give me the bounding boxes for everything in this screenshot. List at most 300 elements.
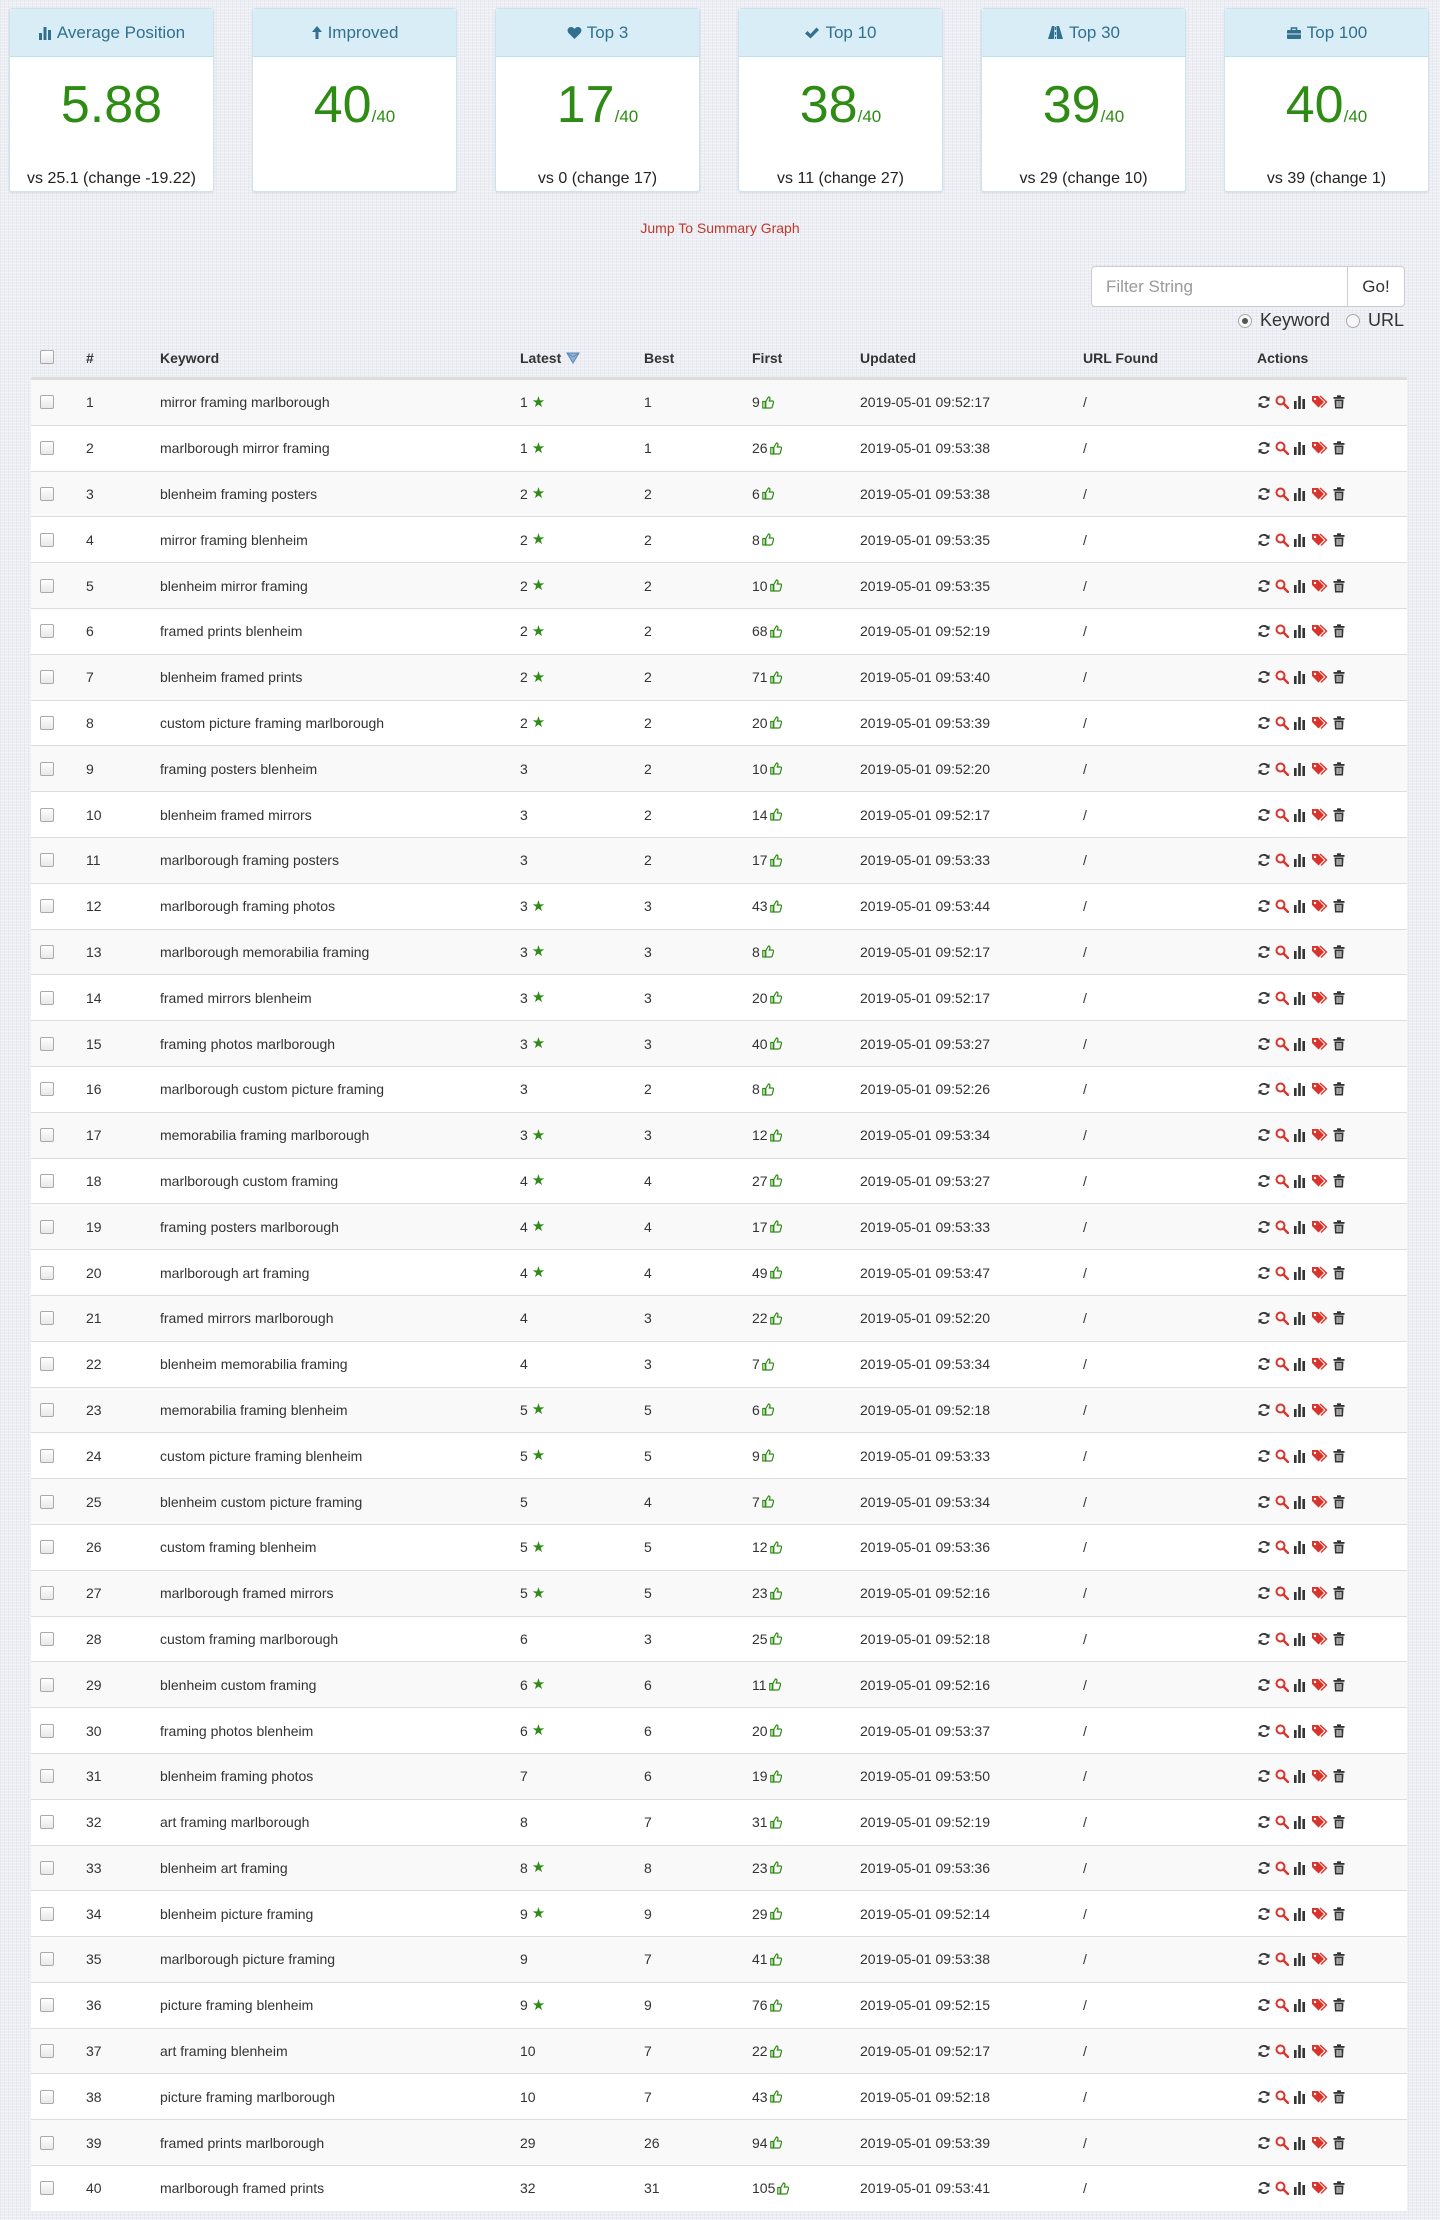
search-icon[interactable] xyxy=(1275,1861,1289,1875)
thumbs-up-icon xyxy=(762,1403,774,1416)
tag-icon[interactable] xyxy=(1311,1769,1329,1783)
refresh-icon[interactable] xyxy=(1257,853,1271,867)
tag-icon[interactable] xyxy=(1311,1495,1329,1509)
search-icon[interactable] xyxy=(1275,1082,1289,1096)
row-checkbox[interactable] xyxy=(40,2090,54,2104)
tag-icon[interactable] xyxy=(1311,2044,1329,2058)
bar-chart-icon[interactable] xyxy=(1293,2136,1307,2150)
search-icon[interactable] xyxy=(1275,1357,1289,1371)
tag-icon[interactable] xyxy=(1311,1311,1329,1325)
row-url-found[interactable]: / xyxy=(1083,898,1087,915)
row-latest-value: 6 xyxy=(520,1722,528,1739)
refresh-icon[interactable] xyxy=(1257,716,1271,730)
trash-icon[interactable] xyxy=(1333,1449,1345,1463)
row-checkbox[interactable] xyxy=(40,899,54,913)
row-url-found[interactable]: / xyxy=(1083,1722,1087,1739)
go-button[interactable]: Go! xyxy=(1348,266,1405,307)
trash-icon[interactable] xyxy=(1333,2136,1345,2150)
tag-icon[interactable] xyxy=(1311,395,1329,409)
row-url-found[interactable]: / xyxy=(1083,531,1087,548)
row-checkbox[interactable] xyxy=(40,1220,54,1234)
tag-icon[interactable] xyxy=(1311,1357,1329,1371)
tag-icon[interactable] xyxy=(1311,1815,1329,1829)
header-first[interactable]: First xyxy=(752,350,783,366)
row-checkbox[interactable] xyxy=(40,762,54,776)
row-url-found[interactable]: / xyxy=(1083,1356,1087,1373)
search-icon[interactable] xyxy=(1275,2044,1289,2058)
row-url-found[interactable]: / xyxy=(1083,1127,1087,1144)
trash-icon[interactable] xyxy=(1333,1769,1345,1783)
trash-icon[interactable] xyxy=(1333,441,1345,455)
header-num[interactable]: # xyxy=(86,350,94,366)
row-checkbox[interactable] xyxy=(40,1495,54,1509)
search-icon[interactable] xyxy=(1275,1311,1289,1325)
tag-icon[interactable] xyxy=(1311,1266,1329,1280)
search-icon[interactable] xyxy=(1275,1724,1289,1738)
refresh-icon[interactable] xyxy=(1257,1128,1271,1142)
refresh-icon[interactable] xyxy=(1257,2136,1271,2150)
tag-icon[interactable] xyxy=(1311,1037,1329,1051)
bar-chart-icon[interactable] xyxy=(1293,1128,1307,1142)
refresh-icon[interactable] xyxy=(1257,1952,1271,1966)
filter-string-input[interactable] xyxy=(1091,266,1348,307)
row-checkbox[interactable] xyxy=(40,670,54,684)
bar-chart-icon[interactable] xyxy=(1293,670,1307,684)
refresh-icon[interactable] xyxy=(1257,487,1271,501)
refresh-icon[interactable] xyxy=(1257,945,1271,959)
refresh-icon[interactable] xyxy=(1257,2090,1271,2104)
row-checkbox[interactable] xyxy=(40,579,54,593)
trash-icon[interactable] xyxy=(1333,1082,1345,1096)
bar-chart-icon[interactable] xyxy=(1293,1449,1307,1463)
row-checkbox[interactable] xyxy=(40,624,54,638)
tag-icon[interactable] xyxy=(1311,624,1329,638)
row-url-found[interactable]: / xyxy=(1083,1218,1087,1235)
row-url-found[interactable]: / xyxy=(1083,1814,1087,1831)
tag-icon[interactable] xyxy=(1311,1220,1329,1234)
trash-icon[interactable] xyxy=(1333,1128,1345,1142)
tag-icon[interactable] xyxy=(1311,945,1329,959)
tag-icon[interactable] xyxy=(1311,991,1329,1005)
trash-icon[interactable] xyxy=(1333,899,1345,913)
row-url-found[interactable]: / xyxy=(1083,1768,1087,1785)
row-checkbox[interactable] xyxy=(40,1357,54,1371)
row-checkbox[interactable] xyxy=(40,1724,54,1738)
row-checkbox[interactable] xyxy=(40,1082,54,1096)
bar-chart-icon[interactable] xyxy=(1293,579,1307,593)
row-checkbox[interactable] xyxy=(40,1861,54,1875)
header-url-found[interactable]: URL Found xyxy=(1083,350,1159,366)
tag-icon[interactable] xyxy=(1311,1861,1329,1875)
search-icon[interactable] xyxy=(1275,2181,1289,2195)
row-url-found[interactable]: / xyxy=(1083,1493,1087,1510)
row-checkbox[interactable] xyxy=(40,2181,54,2195)
trash-icon[interactable] xyxy=(1333,1907,1345,1921)
refresh-icon[interactable] xyxy=(1257,1311,1271,1325)
search-icon[interactable] xyxy=(1275,808,1289,822)
row-url-found[interactable]: / xyxy=(1083,1447,1087,1464)
bar-chart-icon[interactable] xyxy=(1293,716,1307,730)
bar-chart-icon[interactable] xyxy=(1293,2181,1307,2195)
refresh-icon[interactable] xyxy=(1257,1861,1271,1875)
bar-chart-icon[interactable] xyxy=(1293,1403,1307,1417)
refresh-icon[interactable] xyxy=(1257,1586,1271,1600)
row-url-found[interactable]: / xyxy=(1083,669,1087,686)
search-icon[interactable] xyxy=(1275,624,1289,638)
row-url-found[interactable]: / xyxy=(1083,394,1087,411)
refresh-icon[interactable] xyxy=(1257,2044,1271,2058)
search-icon[interactable] xyxy=(1275,487,1289,501)
refresh-icon[interactable] xyxy=(1257,1495,1271,1509)
tag-icon[interactable] xyxy=(1311,1586,1329,1600)
trash-icon[interactable] xyxy=(1333,1311,1345,1325)
row-checkbox[interactable] xyxy=(40,1174,54,1188)
search-icon[interactable] xyxy=(1275,579,1289,593)
row-url-found[interactable]: / xyxy=(1083,1539,1087,1556)
refresh-icon[interactable] xyxy=(1257,1037,1271,1051)
tag-icon[interactable] xyxy=(1311,1128,1329,1142)
trash-icon[interactable] xyxy=(1333,1861,1345,1875)
tag-icon[interactable] xyxy=(1311,1907,1329,1921)
trash-icon[interactable] xyxy=(1333,1952,1345,1966)
row-url-found[interactable]: / xyxy=(1083,440,1087,457)
row-url-found[interactable]: / xyxy=(1083,2088,1087,2105)
refresh-icon[interactable] xyxy=(1257,1082,1271,1096)
header-updated[interactable]: Updated xyxy=(860,350,916,366)
refresh-icon[interactable] xyxy=(1257,441,1271,455)
refresh-icon[interactable] xyxy=(1257,1769,1271,1783)
row-url-found[interactable]: / xyxy=(1083,623,1087,640)
bar-chart-icon[interactable] xyxy=(1293,762,1307,776)
trash-icon[interactable] xyxy=(1333,533,1345,547)
row-checkbox[interactable] xyxy=(40,945,54,959)
row-url-found[interactable]: / xyxy=(1083,1401,1087,1418)
trash-icon[interactable] xyxy=(1333,1037,1345,1051)
trash-icon[interactable] xyxy=(1333,716,1345,730)
bar-chart-icon[interactable] xyxy=(1293,853,1307,867)
refresh-icon[interactable] xyxy=(1257,1724,1271,1738)
bar-chart-icon[interactable] xyxy=(1293,899,1307,913)
row-checkbox[interactable] xyxy=(40,1540,54,1554)
bar-chart-icon[interactable] xyxy=(1293,1724,1307,1738)
tag-icon[interactable] xyxy=(1311,716,1329,730)
bar-chart-icon[interactable] xyxy=(1293,808,1307,822)
trash-icon[interactable] xyxy=(1333,1357,1345,1371)
row-checkbox[interactable] xyxy=(40,1449,54,1463)
tag-icon[interactable] xyxy=(1311,1724,1329,1738)
row-actions xyxy=(1257,2136,1345,2150)
row-checkbox[interactable] xyxy=(40,991,54,1005)
tag-icon[interactable] xyxy=(1311,1403,1329,1417)
search-icon[interactable] xyxy=(1275,1907,1289,1921)
search-icon[interactable] xyxy=(1275,1128,1289,1142)
bar-chart-icon[interactable] xyxy=(1293,1311,1307,1325)
trash-icon[interactable] xyxy=(1333,579,1345,593)
bar-chart-icon[interactable] xyxy=(1293,945,1307,959)
bar-chart-icon[interactable] xyxy=(1293,1495,1307,1509)
refresh-icon[interactable] xyxy=(1257,395,1271,409)
header-latest[interactable] xyxy=(520,350,581,366)
bar-chart-icon[interactable] xyxy=(1293,441,1307,455)
row-url-found[interactable]: / xyxy=(1083,1859,1087,1876)
trash-icon[interactable] xyxy=(1333,1540,1345,1554)
trash-icon[interactable] xyxy=(1333,945,1345,959)
refresh-icon[interactable] xyxy=(1257,1449,1271,1463)
trash-icon[interactable] xyxy=(1333,991,1345,1005)
search-icon[interactable] xyxy=(1275,1632,1289,1646)
trash-icon[interactable] xyxy=(1333,808,1345,822)
trash-icon[interactable] xyxy=(1333,1632,1345,1646)
refresh-icon[interactable] xyxy=(1257,899,1271,913)
row-url-found[interactable]: / xyxy=(1083,1035,1087,1052)
refresh-icon[interactable] xyxy=(1257,533,1271,547)
row-checkbox[interactable] xyxy=(40,1403,54,1417)
search-icon[interactable] xyxy=(1275,1266,1289,1280)
tag-icon[interactable] xyxy=(1311,1678,1329,1692)
refresh-icon[interactable] xyxy=(1257,624,1271,638)
row-checkbox[interactable] xyxy=(40,1998,54,2012)
tag-icon[interactable] xyxy=(1311,1082,1329,1096)
tag-icon[interactable] xyxy=(1311,579,1329,593)
search-icon[interactable] xyxy=(1275,670,1289,684)
row-url-found[interactable]: / xyxy=(1083,1264,1087,1281)
tag-icon[interactable] xyxy=(1311,1632,1329,1646)
row-checkbox[interactable] xyxy=(40,1311,54,1325)
bar-chart-icon[interactable] xyxy=(1293,1540,1307,1554)
bar-chart-icon[interactable] xyxy=(1293,533,1307,547)
row-url-found[interactable]: / xyxy=(1083,577,1087,594)
trash-icon[interactable] xyxy=(1333,2044,1345,2058)
bar-chart-icon[interactable] xyxy=(1293,1082,1307,1096)
row-url-found[interactable]: / xyxy=(1083,1172,1087,1189)
refresh-icon[interactable] xyxy=(1257,1540,1271,1554)
refresh-icon[interactable] xyxy=(1257,762,1271,776)
tag-icon[interactable] xyxy=(1311,853,1329,867)
bar-chart-icon[interactable] xyxy=(1293,1678,1307,1692)
search-icon[interactable] xyxy=(1275,945,1289,959)
search-icon[interactable] xyxy=(1275,1037,1289,1051)
radio-url[interactable] xyxy=(1346,314,1360,328)
refresh-icon[interactable] xyxy=(1257,1357,1271,1371)
row-url-found[interactable]: / xyxy=(1083,714,1087,731)
refresh-icon[interactable] xyxy=(1257,1174,1271,1188)
tag-icon[interactable] xyxy=(1311,808,1329,822)
refresh-icon[interactable] xyxy=(1257,1266,1271,1280)
search-icon[interactable] xyxy=(1275,441,1289,455)
search-icon[interactable] xyxy=(1275,395,1289,409)
radio-keyword[interactable] xyxy=(1238,314,1252,328)
row-url-found[interactable]: / xyxy=(1083,2134,1087,2151)
search-icon[interactable] xyxy=(1275,1220,1289,1234)
tag-icon[interactable] xyxy=(1311,2090,1329,2104)
row-checkbox[interactable] xyxy=(40,808,54,822)
jump-to-summary-graph-link[interactable]: Jump To Summary Graph xyxy=(640,220,800,236)
bar-chart-icon[interactable] xyxy=(1293,1815,1307,1829)
bar-chart-icon[interactable] xyxy=(1293,1861,1307,1875)
bar-chart-icon[interactable] xyxy=(1293,1357,1307,1371)
bar-chart-icon[interactable] xyxy=(1293,487,1307,501)
tag-icon[interactable] xyxy=(1311,487,1329,501)
row-url-found[interactable]: / xyxy=(1083,989,1087,1006)
refresh-icon[interactable] xyxy=(1257,1403,1271,1417)
row-checkbox[interactable] xyxy=(40,853,54,867)
row-url-found[interactable]: / xyxy=(1083,1630,1087,1647)
trash-icon[interactable] xyxy=(1333,853,1345,867)
tag-icon[interactable] xyxy=(1311,1449,1329,1463)
tag-icon[interactable] xyxy=(1311,1540,1329,1554)
search-icon[interactable] xyxy=(1275,899,1289,913)
row-checkbox[interactable] xyxy=(40,1586,54,1600)
bar-chart-icon[interactable] xyxy=(1293,1952,1307,1966)
tag-icon[interactable] xyxy=(1311,1998,1329,2012)
row-url-found[interactable]: / xyxy=(1083,1310,1087,1327)
refresh-icon[interactable] xyxy=(1257,670,1271,684)
refresh-icon[interactable] xyxy=(1257,1815,1271,1829)
row-checkbox[interactable] xyxy=(40,716,54,730)
row-url-found[interactable]: / xyxy=(1083,485,1087,502)
bar-chart-icon[interactable] xyxy=(1293,2090,1307,2104)
row-url-found[interactable]: / xyxy=(1083,2180,1087,2197)
bar-chart-icon[interactable] xyxy=(1293,395,1307,409)
tag-icon[interactable] xyxy=(1311,899,1329,913)
search-icon[interactable] xyxy=(1275,2136,1289,2150)
bar-chart-icon[interactable] xyxy=(1293,1998,1307,2012)
row-checkbox[interactable] xyxy=(40,1769,54,1783)
search-icon[interactable] xyxy=(1275,716,1289,730)
trash-icon[interactable] xyxy=(1333,2090,1345,2104)
refresh-icon[interactable] xyxy=(1257,1998,1271,2012)
bar-chart-icon[interactable] xyxy=(1293,624,1307,638)
bar-chart-icon[interactable] xyxy=(1293,1632,1307,1646)
row-checkbox[interactable] xyxy=(40,533,54,547)
row-checkbox[interactable] xyxy=(40,487,54,501)
trash-icon[interactable] xyxy=(1333,624,1345,638)
trash-icon[interactable] xyxy=(1333,487,1345,501)
row-checkbox[interactable] xyxy=(40,1952,54,1966)
search-icon[interactable] xyxy=(1275,1586,1289,1600)
bar-chart-icon[interactable] xyxy=(1293,1266,1307,1280)
tag-icon[interactable] xyxy=(1311,1174,1329,1188)
row-url-found[interactable]: / xyxy=(1083,943,1087,960)
trash-icon[interactable] xyxy=(1333,2181,1345,2195)
search-icon[interactable] xyxy=(1275,991,1289,1005)
trash-icon[interactable] xyxy=(1333,1266,1345,1280)
row-checkbox[interactable] xyxy=(40,1907,54,1921)
trash-icon[interactable] xyxy=(1333,1403,1345,1417)
refresh-icon[interactable] xyxy=(1257,1907,1271,1921)
header-best[interactable]: Best xyxy=(644,350,675,366)
row-checkbox[interactable] xyxy=(40,2044,54,2058)
tag-icon[interactable] xyxy=(1311,762,1329,776)
search-icon[interactable] xyxy=(1275,1769,1289,1783)
trash-icon[interactable] xyxy=(1333,1586,1345,1600)
bar-chart-icon[interactable] xyxy=(1293,2044,1307,2058)
row-url-found[interactable]: / xyxy=(1083,1997,1087,2014)
refresh-icon[interactable] xyxy=(1257,2181,1271,2195)
row-best: 7 xyxy=(644,1951,652,1968)
refresh-icon[interactable] xyxy=(1257,579,1271,593)
trash-icon[interactable] xyxy=(1333,1998,1345,2012)
search-icon[interactable] xyxy=(1275,1174,1289,1188)
tag-icon[interactable] xyxy=(1311,2136,1329,2150)
trash-icon[interactable] xyxy=(1333,395,1345,409)
search-icon[interactable] xyxy=(1275,1449,1289,1463)
radio-url-label[interactable]: URL xyxy=(1368,310,1405,330)
trash-icon[interactable] xyxy=(1333,1678,1345,1692)
search-icon[interactable] xyxy=(1275,1678,1289,1692)
trash-icon[interactable] xyxy=(1333,1815,1345,1829)
trash-icon[interactable] xyxy=(1333,1220,1345,1234)
row-url-found[interactable]: / xyxy=(1083,760,1087,777)
row-url-found[interactable]: / xyxy=(1083,1676,1087,1693)
row-checkbox[interactable] xyxy=(40,2136,54,2150)
row-checkbox[interactable] xyxy=(40,441,54,455)
bar-chart-icon[interactable] xyxy=(1293,1220,1307,1234)
tag-icon[interactable] xyxy=(1311,2181,1329,2195)
search-icon[interactable] xyxy=(1275,1952,1289,1966)
row-number: 16 xyxy=(86,1081,102,1098)
search-icon[interactable] xyxy=(1275,1815,1289,1829)
tag-icon[interactable] xyxy=(1311,533,1329,547)
refresh-icon[interactable] xyxy=(1257,991,1271,1005)
search-icon[interactable] xyxy=(1275,853,1289,867)
search-icon[interactable] xyxy=(1275,1998,1289,2012)
bar-chart-icon[interactable] xyxy=(1293,1037,1307,1051)
trash-icon[interactable] xyxy=(1333,762,1345,776)
row-checkbox[interactable] xyxy=(40,395,54,409)
row-url-found[interactable]: / xyxy=(1083,1081,1087,1098)
row-url-found[interactable]: / xyxy=(1083,852,1087,869)
bar-chart-icon[interactable] xyxy=(1293,1769,1307,1783)
row-checkbox[interactable] xyxy=(40,1128,54,1142)
bar-chart-icon[interactable] xyxy=(1293,1907,1307,1921)
refresh-icon[interactable] xyxy=(1257,808,1271,822)
search-icon[interactable] xyxy=(1275,1495,1289,1509)
tag-icon[interactable] xyxy=(1311,1952,1329,1966)
row-checkbox[interactable] xyxy=(40,1632,54,1646)
row-url-found[interactable]: / xyxy=(1083,1905,1087,1922)
refresh-icon[interactable] xyxy=(1257,1678,1271,1692)
refresh-icon[interactable] xyxy=(1257,1632,1271,1646)
search-icon[interactable] xyxy=(1275,1403,1289,1417)
row-url-found[interactable]: / xyxy=(1083,2043,1087,2060)
trash-icon[interactable] xyxy=(1333,1724,1345,1738)
tag-icon[interactable] xyxy=(1311,670,1329,684)
radio-keyword-label[interactable]: Keyword xyxy=(1260,310,1331,330)
bar-chart-icon[interactable] xyxy=(1293,1586,1307,1600)
trash-icon[interactable] xyxy=(1333,1174,1345,1188)
bar-chart-icon[interactable] xyxy=(1293,1174,1307,1188)
refresh-icon[interactable] xyxy=(1257,1220,1271,1234)
select-all-checkbox[interactable] xyxy=(40,350,54,367)
row-url-found[interactable]: / xyxy=(1083,806,1087,823)
row-checkbox[interactable] xyxy=(40,1266,54,1280)
search-icon[interactable] xyxy=(1275,762,1289,776)
search-icon[interactable] xyxy=(1275,1540,1289,1554)
row-url-found[interactable]: / xyxy=(1083,1585,1087,1602)
trash-icon[interactable] xyxy=(1333,670,1345,684)
row-url-found[interactable]: / xyxy=(1083,1951,1087,1968)
search-icon[interactable] xyxy=(1275,533,1289,547)
row-checkbox[interactable] xyxy=(40,1678,54,1692)
trash-icon[interactable] xyxy=(1333,1495,1345,1509)
row-checkbox[interactable] xyxy=(40,1815,54,1829)
tag-icon[interactable] xyxy=(1311,441,1329,455)
row-checkbox[interactable] xyxy=(40,1037,54,1051)
header-keyword[interactable]: Keyword xyxy=(160,350,220,366)
search-icon[interactable] xyxy=(1275,2090,1289,2104)
bar-chart-icon[interactable] xyxy=(1293,991,1307,1005)
